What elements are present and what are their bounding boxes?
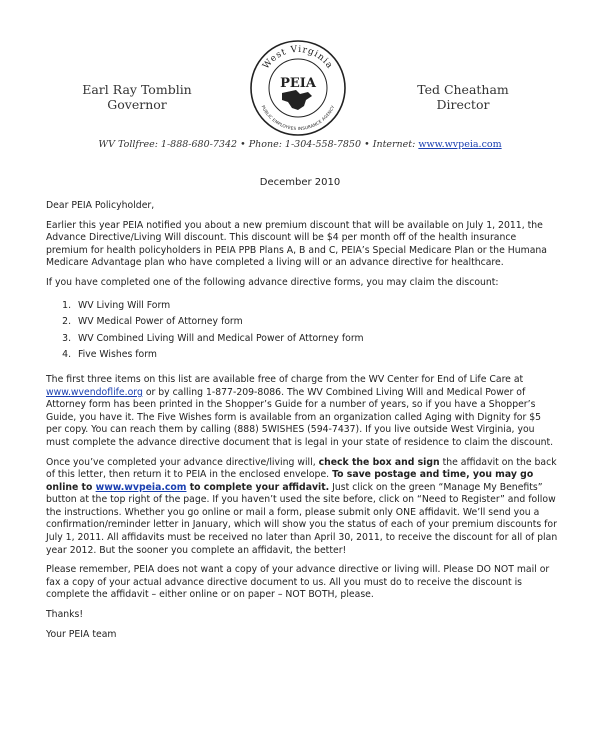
paragraph-4 [46,457,558,558]
tollfree-number: WV Tollfree: 1-888-680-7342 [98,139,238,150]
phone-number: Phone: 1-304-558-7850 [248,139,362,150]
p3-text-b: or by calling 1-877-209-8086. The WV Combined Living Will and Medical Power of Attorney form has been printed in the Shopper’s Guide for a number of years, so if you have a Shopper’s Guide, you have it. The Five Wishes form is available from an organization called Aging with Dignity for $5 per copy. You can reach them by calling (888) 5WISHES (594-7437). If you live outside West Virginia, you must complete the advance directive document that is legal in your state of residence to claim the discount. [46,386,554,448]
contact-line [0,139,600,150]
p4-text-c: Just click on the green “Manage My Benefits” button at the top right of the page. If you haven’t used the site before, click on “Need to Register” and follow the instructions. Whether you go online or mail a form, please submit only ONE affidavit. We’ll send you a confirmation/reminder letter in January, which will show you the status of each of your premium discounts for July 1, 2011. All affidavits must be received no later than April 30, 2011, to receive the discount for all of plan year 2012. But the sooner you complete an affidavit, the better! [46,481,558,556]
svg-text:PUBLIC EMPLOYEES INSURANCE AGE: PUBLIC EMPLOYEES INSURANCE AGENCY [260,104,336,132]
forms-list [46,300,558,362]
svg-text:PEIA: PEIA [280,76,316,91]
letter-body [46,200,558,648]
salutation: Dear PEIA Policyholder, [46,200,155,211]
governor-name: Earl Ray Tomblin [82,82,192,97]
p4-bold-2: To save postage and time, you may go online to [46,469,534,493]
website-link[interactable]: www.wvpeia.com [418,139,502,150]
p4-text-a: Once you’ve completed your advance directive/living will, [46,456,319,468]
paragraph-3 [46,374,558,450]
svg-text:West Virginia: West Virginia [261,44,335,72]
director-block [408,82,518,112]
director-name: Ted Cheatham [417,82,509,97]
signoff: Your PEIA team [46,628,117,640]
separator: • [240,139,246,150]
list-item: 3. WV Combined Living Will and Medical Power of Attorney form [74,333,558,346]
list-item: 4. Five Wishes form [74,349,558,362]
separator: • [364,139,370,150]
p4-bold-3: to complete your affidavit. [186,481,330,493]
paragraph-1: Earlier this year PEIA notified you about a new premium discount that will be available on July 1, 2011, the Advance Directive/Living Will discount. This discount will be $4 per month off of the health insurance premium for health policyholders in PEIA PPB Plans A, B and C, PEIA’s Special Medicare Plan or the Humana Medicare Advantage plan who have completed a living will or an advance directive for healthcare. [46,219,547,269]
letter-date: December 2010 [259,177,341,188]
governor-block [82,82,192,112]
list-item: 2. WV Medical Power of Attorney form [74,316,558,329]
paragraph-5: Please remember, PEIA does not want a copy of your advance directive or living will. Please DO NOT mail or fax a copy of your actual advance directive document to us. All you must do to receive the discount is complete the affidavit – either online or on paper – NOT BOTH, please. [46,564,550,601]
p4-bold-1: check the box and sign [318,456,440,468]
wvendoflife-link[interactable]: www.wvendoflife.org [46,386,143,398]
director-title: Director [436,97,490,112]
internet-label: Internet: [372,139,416,150]
paragraph-2: If you have completed one of the following advance directive forms, you may claim the discount: [46,276,499,288]
governor-title: Governor [107,97,167,112]
thanks: Thanks! [46,609,84,621]
wvpeia-link[interactable]: www.wvpeia.com [95,481,187,493]
list-item: 1. WV Living Will Form [74,300,558,313]
p3-text-a: The first three items on this list are available free of charge from the WV Center for End of Life Care at [46,373,524,385]
p4-text-b: the affidavit on the back of this letter, then return it to PEIA in the enclosed envelope. [46,456,557,481]
peia-seal-logo [248,38,348,138]
